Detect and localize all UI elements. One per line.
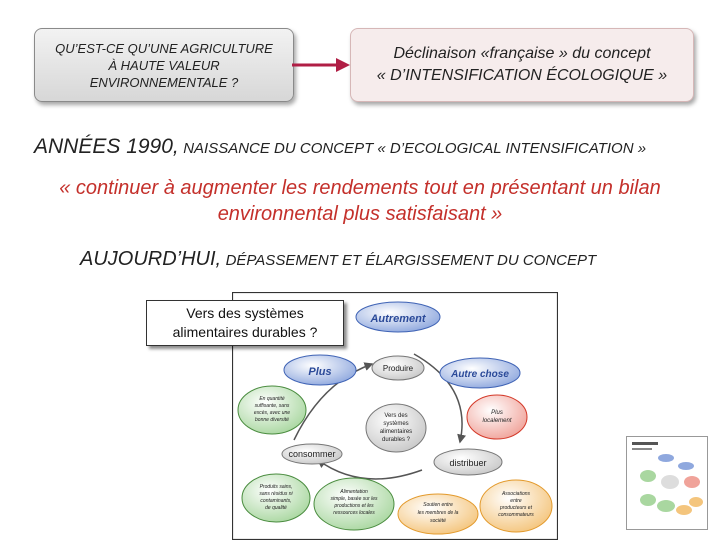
label-alimentation-3: productions et les	[334, 503, 374, 509]
bubble-center	[366, 404, 426, 452]
label-consommer: consommer	[288, 449, 336, 459]
thumbnail-dot-6	[640, 494, 656, 506]
label-soutien-1: Soutien entre	[423, 502, 453, 508]
label-alimentation-1: Alimentation	[340, 489, 368, 495]
label-alimentation-2: simple, basée sur les	[330, 496, 378, 502]
today-line	[80, 248, 596, 271]
concept-box	[350, 28, 694, 102]
label-associations-2: entre	[510, 498, 522, 504]
label-localement-2: localement	[482, 418, 512, 424]
label-products-3: contaminants,	[260, 498, 292, 504]
quote-line-2: environnental plus satisfaisant »	[217, 203, 503, 225]
label-distribuer: distribuer	[449, 458, 487, 468]
label-quantity-2: suffisante, sans	[254, 403, 290, 409]
thumbnail-dot-7	[657, 500, 675, 512]
question-line-3: ENVIRONNEMENTALE ?	[89, 74, 239, 90]
today-label: AUJOURD’HUI,	[80, 248, 222, 270]
label-associations-3: producteurs et	[500, 505, 532, 511]
question-box	[34, 28, 294, 102]
label-products-2: sans résidus ni	[259, 491, 293, 497]
label-associations-1: Associations	[501, 491, 531, 497]
label-center-1: Vers des	[384, 413, 408, 419]
label-center-3: alimentaires	[379, 429, 413, 435]
label-autrement: Autrement	[370, 313, 426, 325]
thumbnail-dot-1	[658, 454, 674, 462]
thumbnail-title-bar	[632, 442, 658, 445]
label-associations-4: consommateurs	[498, 512, 534, 518]
label-soutien-2: les membres de la	[417, 510, 459, 516]
label-produire: Produire	[382, 364, 414, 373]
today-text: DÉPASSEMENT ET ÉLARGISSEMENT DU CONCEPT	[225, 252, 597, 269]
thumbnail-dot-3	[640, 470, 656, 482]
label-center-4: durables ?	[381, 437, 411, 443]
thumbnail-dot-2	[678, 462, 694, 470]
label-soutien-3: société	[430, 518, 446, 524]
callout-line-1: Vers des systèmes	[186, 305, 304, 321]
thumbnail-subtitle-bar	[632, 448, 652, 450]
arrow-right-icon	[292, 55, 352, 75]
label-center-2: systèmes	[383, 421, 409, 427]
concept-line-1: Déclinaison «française » du concept	[393, 45, 651, 62]
label-plus: Plus	[308, 366, 332, 378]
concept-line-2: « D’INTENSIFICATION ÉCOLOGIQUE »	[376, 67, 668, 84]
decade-line	[34, 135, 646, 159]
bubble-localement	[467, 395, 527, 439]
decade-text: NAISSANCE DU CONCEPT « D’ECOLOGICAL INTENSIFICATION »	[183, 140, 647, 157]
label-products-4: de qualité	[265, 505, 287, 511]
callout-box	[146, 300, 344, 346]
question-line-1: QU’EST-CE QU’UNE AGRICULTURE	[55, 40, 273, 56]
thumbnail-dot-8	[676, 505, 692, 515]
quote-text	[20, 175, 700, 227]
label-quantity-3: excès, avec une	[253, 410, 291, 416]
callout-line-2: alimentaires durables ?	[172, 324, 318, 340]
thumbnail-dot-4	[661, 475, 679, 489]
label-quantity-1: En quantité	[259, 396, 285, 402]
thumbnail-dot-5	[684, 476, 700, 488]
label-alimentation-4: ressources locales	[333, 510, 375, 516]
label-localement-1: Plus	[491, 410, 503, 416]
diagram-thumbnail	[626, 436, 708, 530]
thumbnail-dot-9	[689, 497, 703, 507]
label-quantity-4: bonne diversité	[255, 417, 289, 423]
label-products-1: Produits sains,	[259, 484, 293, 490]
quote-line-1: « continuer à augmenter les rendements tout en présentant un bilan	[59, 177, 661, 199]
question-line-2: À HAUTE VALEUR	[108, 57, 220, 73]
decade-year: ANNÉES 1990,	[34, 135, 179, 158]
label-autre-chose: Autre chose	[451, 369, 509, 380]
